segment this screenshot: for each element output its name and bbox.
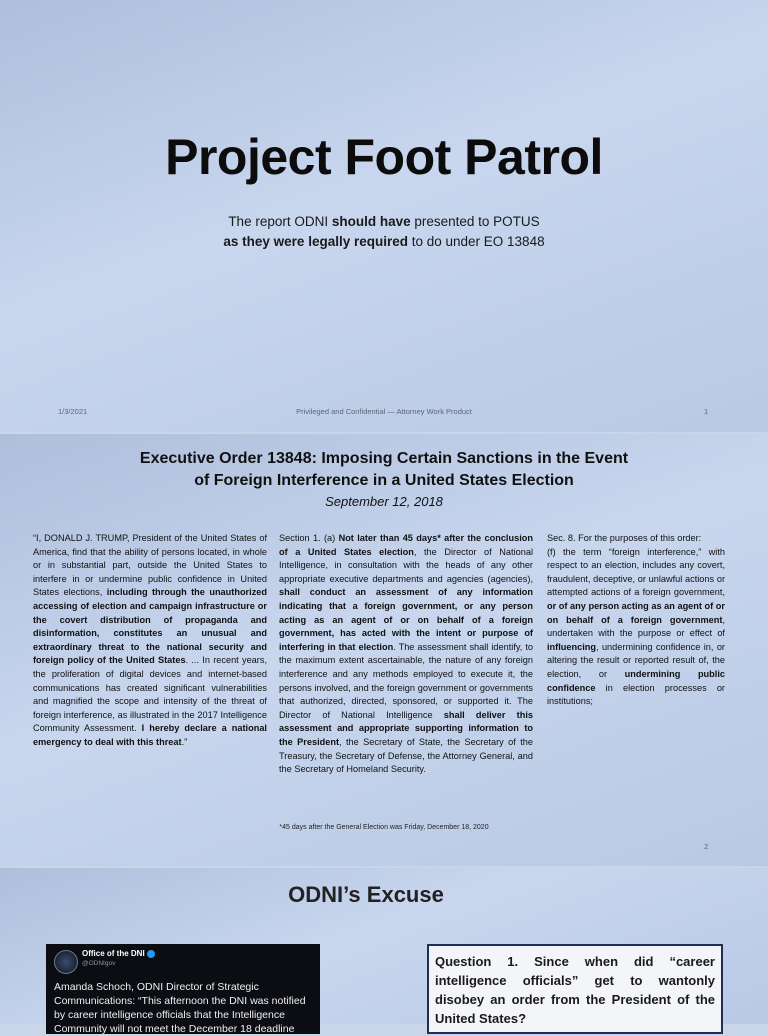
title-line-2: of Foreign Interference in a United States Election	[194, 472, 574, 489]
definition-emphasis: or of any person acting as an agent of or on behalf of a foreign government	[547, 600, 725, 625]
definition-paragraph	[547, 546, 725, 709]
section-1-text	[279, 532, 533, 777]
order-date: September 12, 2018	[325, 494, 443, 509]
definition-text: (f) the term “foreign interference,” with respect to an election, includes any covert, fraudulent, deceptive, or unlawful actions or attempted actions of a foreign government,	[547, 546, 725, 598]
title-line-1: Executive Order 13848: Imposing Certain Sanctions in the Event	[139, 450, 629, 467]
tweet-handle: @ODNIgov	[82, 960, 116, 967]
quote-text: .”	[181, 736, 188, 747]
subtitle-line-1	[0, 212, 768, 232]
section-emphasis: shall conduct an assessment of any information indicating that a foreign government, or any person acting as an agent of or on behalf of a foreign government, has acted with the intent or purpose of interfering in that election	[279, 587, 533, 652]
definition-emphasis: undermining public confidence	[547, 668, 725, 693]
subtitle-text: to do under EO 13848	[407, 234, 545, 249]
slide-title: Project Foot Patrol	[165, 129, 603, 185]
subtitle-line-2	[0, 232, 768, 252]
tweet-card	[46, 944, 320, 1034]
quote-emphasis: including through the unauthorized accessing of election and campaign infrastructure or the covert distribution of propaganda and disinformation, constitutes an unusual and extraordinary threat to the national security and foreign policy of the United States	[33, 587, 268, 666]
definition-emphasis: influencing	[547, 641, 596, 652]
dni-seal-icon	[54, 950, 78, 974]
section-heading: Sec. 8. For the purposes of this order:	[547, 533, 702, 543]
subtitle-emphasis: should have	[331, 214, 411, 229]
section-emphasis: shall deliver this assessment and appropriate supporting information to the President	[279, 709, 533, 747]
slide-2	[0, 434, 768, 866]
section-text: . The assessment shall identify, to the maximum extent ascertainable, the nature of any foreign interference and any methods employed to execute it, the persons involved, and the foreign government or governments that authorized, directed, sponsored, or supported it. The Director of National Intelligence	[279, 641, 534, 720]
quote-text: . ... In recent years, the proliferation of digital devices and internet-based communications has created significant vulnerabilities and magnified the scope and intensity of the threat of foreign interference, as illustrated in the 2017 Intelligence Community Assessment.	[33, 655, 267, 734]
account-name-text: Office of the DNI	[82, 949, 145, 958]
slide-title	[0, 448, 768, 492]
question-box: Question 1. Since when did “career intelligence officials” get to wantonly disobey an order from the President of the United States?	[427, 944, 723, 1034]
tweet-text: Amanda Schoch, ODNI Director of Strategic Communications: “This afternoon the DNI was notified by career intelligence officials that the Intelligence Community will not meet the December 18 deadline	[54, 981, 306, 1035]
slide-subtitle	[0, 212, 768, 252]
slide-title: ODNI’s Excuse	[288, 882, 444, 907]
section-text: , the Director of National Intelligence, in consultation with the heads of any other appropriate executive departments and agencies (agencies),	[279, 546, 533, 584]
definition-text: , undertaken with the purpose or effect of	[547, 614, 725, 639]
definition-text: in election processes or institutions;	[547, 682, 725, 707]
quote-text: “I, DONALD J. TRUMP, President of the United States of America, find that the ability of persons located, in whole or in substantial part, outside the United States to interfere in or undermine public confidence in United States elections,	[33, 533, 267, 598]
section-text: Section 1. (a)	[279, 533, 339, 543]
footnote: *45 days after the General Election was Friday, December 18, 2020	[279, 824, 489, 831]
tweet-account-name	[82, 949, 155, 958]
quote-emphasis: I hereby declare a national emergency to deal with this threat	[33, 723, 267, 747]
footer-confidentiality: Privileged and Confidential — Attorney Work Product	[296, 407, 472, 416]
presidential-finding-quote	[33, 532, 267, 750]
section-8-definition	[547, 532, 725, 709]
slide-1	[0, 0, 768, 432]
verified-badge-icon	[147, 950, 155, 958]
definition-text: , undermining confidence in, or altering the result or reported result of, the election, or	[547, 641, 725, 679]
subtitle-text: The report ODNI	[228, 214, 332, 229]
footer-date: 1/3/2021	[58, 407, 88, 416]
subtitle-text: presented to POTUS	[410, 214, 540, 229]
page-number: 1	[704, 407, 709, 416]
subtitle-emphasis: as they were legally required	[223, 234, 408, 249]
section-text: , the Secretary of State, the Secretary of the Treasury, the Secretary of Defense, the Attorney General, and the Secretary of Homeland Security.	[279, 736, 533, 775]
page-number: 2	[704, 842, 709, 851]
section-emphasis: Not later than 45 days* after the conclusion of a United States election	[279, 533, 533, 557]
slide-3	[0, 868, 768, 1035]
